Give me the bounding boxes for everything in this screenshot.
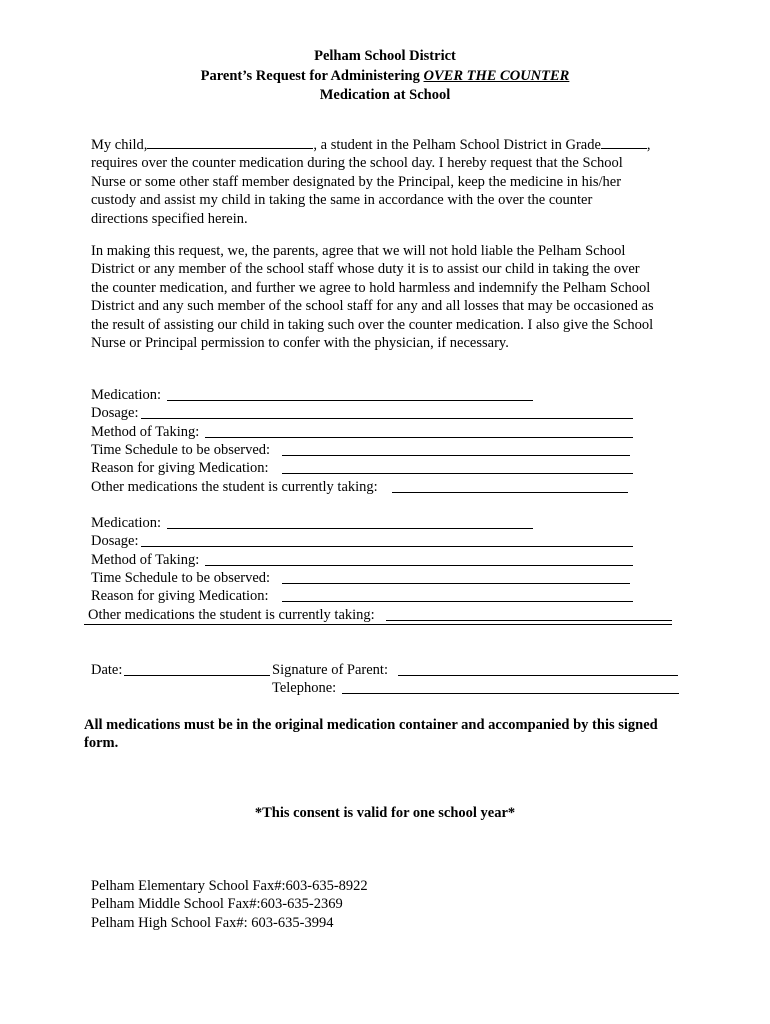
other-meds-input[interactable] (392, 478, 628, 493)
high-school-fax: Pelham High School Fax#: 603-635-3994 (91, 914, 334, 931)
notice-line-1: All medications must be in the original medication container and accompanied by this signed (84, 717, 658, 733)
school-fax-list (91, 877, 691, 932)
notice-line-2: form. (84, 735, 119, 752)
method-label: Method of Taking: (91, 424, 200, 440)
form-title (0, 67, 770, 87)
dosage-label: Dosage: (91, 533, 139, 549)
telephone-label: Telephone: (272, 680, 337, 696)
reason-label: Reason for giving Medication: (91, 460, 269, 476)
intro-line-4: custody and assist my child in taking the same in accordance with the over the counter (91, 192, 593, 209)
form-title-emphasis: OVER THE COUNTER (423, 67, 570, 84)
grade-field[interactable] (601, 134, 647, 149)
method-row (91, 551, 199, 569)
time-schedule-label: Time Schedule to be observed: (91, 570, 271, 586)
intro-comma: , (646, 137, 651, 153)
agreement-line-4: District and any such member of the school staff for any and all losses that may be occasioned as (91, 298, 654, 315)
method-input[interactable] (205, 551, 633, 566)
form-header (0, 47, 770, 106)
child-name-field[interactable] (147, 134, 313, 149)
consent-validity-note: *This consent is valid for one school year* (254, 805, 516, 821)
intro-line-5: directions specified herein. (91, 210, 248, 227)
dosage-label: Dosage: (91, 405, 139, 421)
parent-signature-row (272, 661, 388, 679)
time-schedule-input[interactable] (282, 441, 630, 456)
intro-line-3: Nurse or some other staff member designated by the Principal, keep the medicine in his/her (91, 173, 622, 190)
middle-school-fax: Pelham Middle School Fax#:603-635-2369 (91, 896, 343, 913)
medication-row (91, 386, 161, 404)
elementary-school-fax: Pelham Elementary School Fax#:603-635-8922 (91, 878, 368, 894)
dosage-row (91, 404, 139, 422)
intro-line-1 (91, 134, 691, 154)
date-row (91, 661, 122, 679)
container-notice (84, 716, 684, 753)
dosage-input[interactable] (141, 404, 633, 419)
date-label: Date: (91, 662, 123, 678)
agreement-line-6: Nurse or Principal permission to confer with the physician, if necessary. (91, 335, 509, 352)
dosage-row (91, 532, 139, 550)
time-schedule-label: Time Schedule to be observed: (91, 442, 271, 458)
agreement-line-2: District or any member of the school staff whose duty it is to assist our child in taking the over (91, 261, 640, 278)
form-title-line2: Medication at School (319, 87, 451, 103)
dosage-input[interactable] (141, 532, 633, 547)
agreement-paragraph (91, 242, 691, 352)
reason-row (91, 459, 269, 477)
telephone-row (272, 679, 336, 697)
intro-student-text: , a student in the Pelham School District in Grade (313, 137, 601, 153)
date-input[interactable] (124, 661, 270, 676)
parent-signature-label: Signature of Parent: (272, 662, 388, 678)
other-meds-label: Other medications the student is currently taking: (91, 479, 378, 495)
reason-label: Reason for giving Medication: (91, 588, 269, 604)
agreement-line-1: In making this request, we, the parents, agree that we will not hold liable the Pelham School (91, 243, 626, 259)
medication-input[interactable] (167, 386, 533, 401)
other-meds-input[interactable] (386, 606, 672, 621)
medication-row (91, 514, 161, 532)
other-meds-row (91, 478, 378, 496)
other-meds-continuation-line[interactable] (84, 624, 672, 625)
reason-input[interactable] (282, 459, 633, 474)
reason-input[interactable] (282, 587, 633, 602)
time-schedule-row (91, 569, 270, 587)
district-name: Pelham School District (314, 48, 456, 64)
reason-row (91, 587, 269, 605)
telephone-input[interactable] (342, 679, 679, 694)
agreement-line-3: the counter medication, and further we agree to hold harmless and indemnify the Pelham School (91, 279, 651, 296)
method-label: Method of Taking: (91, 552, 200, 568)
method-input[interactable] (205, 423, 633, 438)
agreement-line-5: the result of assisting our child in taking such over the counter medication. I also give the School (91, 316, 654, 333)
other-meds-row (88, 606, 375, 624)
form-title-prefix: Parent’s Request for Administering (200, 67, 424, 84)
other-meds-label: Other medications the student is currently taking: (88, 607, 375, 623)
time-schedule-input[interactable] (282, 569, 630, 584)
method-row (91, 423, 199, 441)
medication-label: Medication: (91, 387, 162, 403)
medication-label: Medication: (91, 515, 162, 531)
parent-signature-input[interactable] (398, 661, 678, 676)
medication-input[interactable] (167, 514, 533, 529)
intro-my-child: My child, (91, 137, 148, 153)
intro-paragraph (91, 134, 691, 228)
intro-line-2: requires over the counter medication during the school day. I hereby request that the School (91, 155, 623, 172)
time-schedule-row (91, 441, 270, 459)
